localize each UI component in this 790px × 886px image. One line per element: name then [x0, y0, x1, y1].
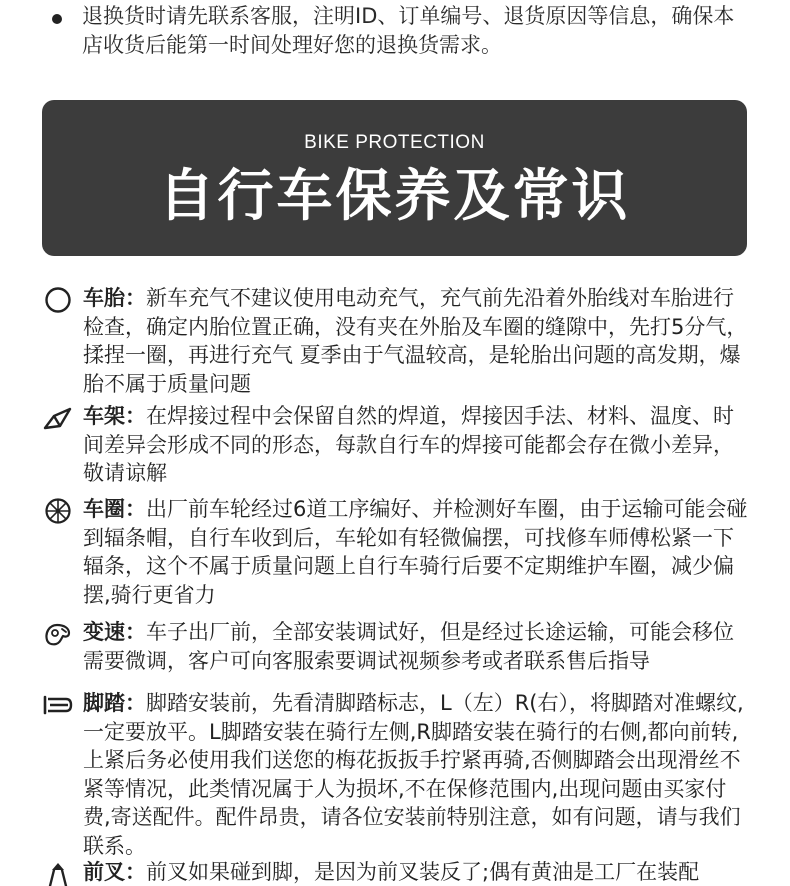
section-label: 车圈：: [83, 497, 146, 521]
shifter-icon: [42, 620, 74, 648]
frame-icon: [42, 404, 74, 432]
section-text: 出厂前车轮经过6道工序编好、并检测好车圈，由于运输可能会碰到辐条帽，自行车收到后，车轮如有轻微偏摆，可找修车师傅松紧一下辐条，这个不属于质量问题上自行车骑行后要不定期维护车圈，减少偏摆,骑行更省力: [83, 497, 748, 607]
wheel-icon: [42, 497, 74, 525]
fork-icon: [42, 860, 74, 886]
section-shifter: [42, 618, 752, 675]
section-pedal: [42, 689, 752, 860]
section-label: 车架：: [83, 404, 146, 428]
section-banner: [42, 100, 747, 256]
tire-icon: [42, 286, 74, 314]
section-text: 新车充气不建议使用电动充气，充气前先沿着外胎线对车胎进行检查，确定内胎位置正确，没有夹在外胎及车圈的缝隙中，先打5分气，揉捏一圈，再进行充气 夏季由于气温较高，是轮胎出问题的高发期，爆胎不属于质量问题: [83, 286, 748, 396]
section-text: 在焊接过程中会保留自然的焊道，焊接因手法、材料、温度、时间差异会形成不同的形态，每款自行车的焊接可能都会存在微小差异，敬请谅解: [83, 404, 734, 485]
section-label: 前叉：: [83, 860, 146, 884]
notice: [50, 2, 750, 60]
section-tire: [42, 284, 752, 398]
section-label: 车胎：: [83, 286, 146, 310]
banner-subtitle: BIKE PROTECTION: [304, 132, 485, 153]
section-label: 脚踏：: [83, 691, 146, 715]
banner-title: 自行车保养及常识: [158, 164, 631, 229]
section-frame: [42, 402, 752, 488]
notice-text: 退换货时请先联系客服，注明ID、订单编号、退货原因等信息，确保本店收货后能第一时间处理好您的退换货需求。: [82, 4, 735, 57]
section-text: 脚踏安装前，先看清脚踏标志，L（左）R(右），将脚踏对准螺纹,一定要放平。L脚踏安装在骑行左侧,R脚踏安装在骑行的右侧,都向前转,上紧后务必使用我们送您的梅花扳扳手拧紧再骑,否侧脚踏会出现滑丝不紧等情况，此类情况属于人为损坏,不在保修范围内,出现问题由买家付费,寄送配件。配件昂贵，请各位安装前特别注意，如有问题，请与我们联系。: [83, 691, 744, 858]
bullet-icon: [52, 14, 62, 24]
pedal-icon: [42, 691, 74, 719]
section-rim: [42, 495, 752, 609]
section-fork: [42, 858, 752, 886]
section-label: 变速：: [83, 620, 146, 644]
section-text: 前叉如果碰到脚，是因为前叉装反了;偶有黄油是工厂在装配: [146, 860, 700, 884]
section-text: 车子出厂前，全部安装调试好，但是经过长途运输，可能会移位需要微调，客户可向客服索要调试视频参考或者联系售后指导: [83, 620, 734, 673]
